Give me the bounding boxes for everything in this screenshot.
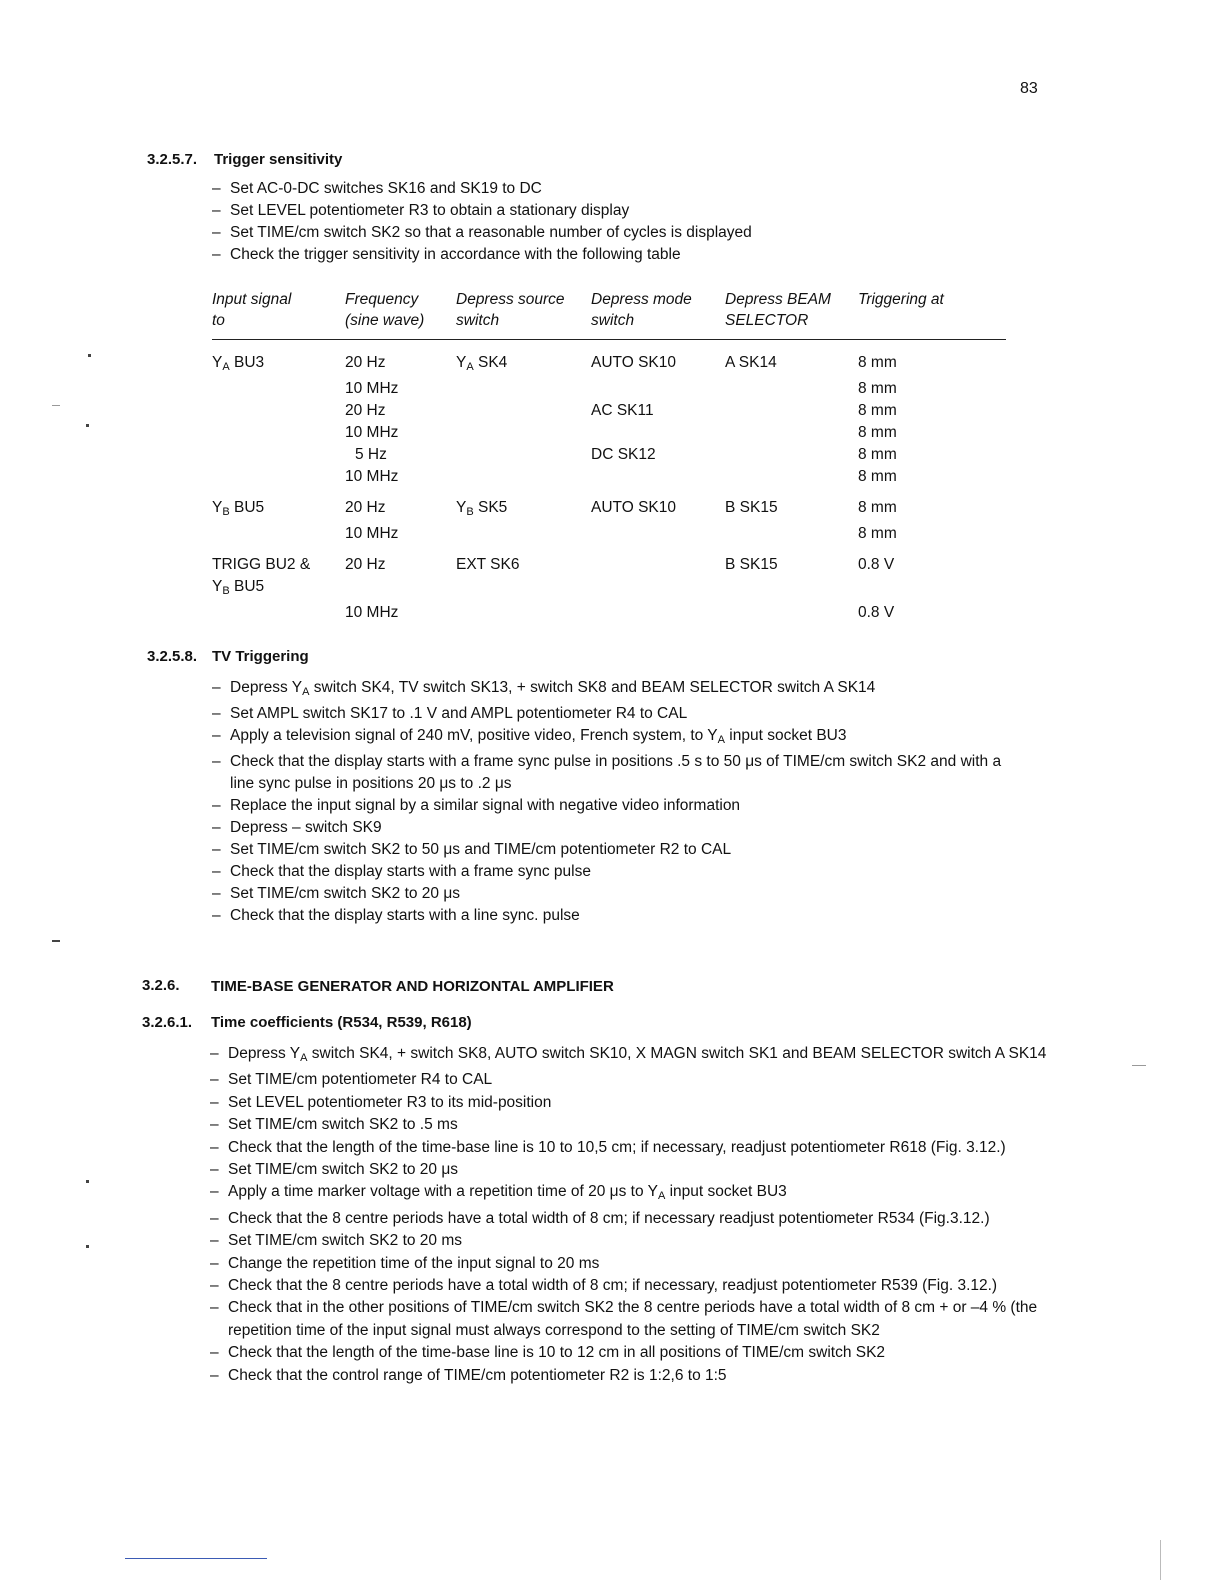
list-item: – Set TIME/cm switch SK2 to 20 μs — [212, 883, 1027, 905]
scan-dash — [52, 940, 60, 942]
footer-rule — [125, 1558, 267, 1559]
trigger-sensitivity-table — [212, 289, 1006, 624]
section-number-3261: 3.2.6.1. — [142, 1014, 193, 1031]
list-item: – Check that the 8 centre periods have a total width of 8 cm; if necessary readjust potentiometer R534 (Fig.3.12.) — [210, 1208, 1070, 1230]
table-row: 10 MHz 8 mm — [345, 468, 897, 485]
col-header-trigger: Triggering at — [858, 289, 1006, 340]
list-item: – Set LEVEL potentiometer R3 to obtain a stationary display — [212, 200, 1012, 222]
list-item: – Set TIME/cm switch SK2 to 50 μs and TIME/cm potentiometer R2 to CAL — [212, 839, 1027, 861]
list-item: – Check that the control range of TIME/cm potentiometer R2 is 1:2,6 to 1:5 — [210, 1365, 1070, 1387]
scan-dot — [86, 1245, 89, 1248]
table-row: 5 Hz DC SK12 8 mm — [355, 446, 897, 463]
page-edge-line — [1160, 1540, 1161, 1580]
list-item: – Apply a time marker voltage with a repetition time of 20 μs to $Y_A$ input socket BU3 — [210, 1181, 1070, 1207]
list-item: – Set TIME/cm switch SK2 so that a reasonable number of cycles is displayed — [212, 222, 1012, 244]
table-row: 10 MHz 0.8 V — [345, 604, 895, 621]
list-item: – Set AMPL switch SK17 to .1 V and AMPL potentiometer R4 to CAL — [212, 703, 1027, 725]
table-row: $Y_A$ BU3 20 Hz $Y_A$ SK4 AUTO SK10 A SK14 8 mm — [212, 354, 897, 373]
table-header-row — [212, 289, 1006, 340]
list-item: – Set TIME/cm switch SK2 to 20 ms — [210, 1230, 1070, 1252]
table-row: $Y_B$ BU5 20 Hz $Y_B$ SK5 AUTO SK10 B SK15 8 mm — [212, 499, 897, 518]
list-item: – Set TIME/cm switch SK2 to .5 ms — [210, 1114, 1070, 1136]
list-item: – Depress $Y_A$ switch SK4, + switch SK8, AUTO switch SK10, X MAGN switch SK1 and BEAM SELECTOR switch A SK14 — [210, 1043, 1070, 1069]
list-item: – Replace the input signal by a similar signal with negative video information — [212, 795, 1027, 817]
list-item: – Check the trigger sensitivity in accordance with the following table — [212, 244, 1012, 266]
col-header-input: Input signal to — [212, 289, 345, 340]
list-item: – Depress – switch SK9 — [212, 817, 1027, 839]
section-title-tv-triggering: TV Triggering — [212, 648, 309, 665]
table-row: 20 Hz AC SK11 8 mm — [345, 402, 897, 419]
section-title-trigger-sensitivity: Trigger sensitivity — [214, 151, 343, 168]
list-item: – Apply a television signal of 240 mV, positive video, French system, to $Y_A$ input socket BU3 — [212, 725, 1027, 751]
list-item: – Check that the display starts with a frame sync pulse in positions .5 s to 50 μs of TIME/cm switch SK2 and with a line sync pulse in positions 20 μs to .2 μs — [212, 751, 1027, 795]
list-item: – Set LEVEL potentiometer R3 to its mid-position — [210, 1092, 1070, 1114]
time-coefficient-steps — [210, 1043, 1070, 1387]
list-item: – Depress $Y_A$ switch SK4, TV switch SK13, + switch SK8 and BEAM SELECTOR switch A SK14 — [212, 677, 1027, 703]
section-title-time-base: TIME-BASE GENERATOR AND HORIZONTAL AMPLIFIER — [211, 978, 614, 995]
scan-dash — [1132, 1065, 1146, 1066]
table-row: TRIGG BU2 & $Y_B$ BU5 20 Hz EXT SK6 B SK15 0.8 V — [212, 556, 895, 597]
list-item: – Set TIME/cm potentiometer R4 to CAL — [210, 1069, 1070, 1091]
scan-dot — [88, 354, 91, 357]
section-number-3258: 3.2.5.8. — [147, 648, 198, 665]
col-header-source: Depress source switch — [456, 289, 591, 340]
scan-dot — [86, 424, 89, 427]
list-item: – Set TIME/cm switch SK2 to 20 μs — [210, 1159, 1070, 1181]
col-header-mode: Depress mode switch — [591, 289, 725, 340]
list-item: – Set AC-0-DC switches SK16 and SK19 to DC — [212, 178, 1012, 200]
list-item: – Check that the length of the time-base line is 10 to 12 cm in all positions of TIME/cm switch SK2 — [210, 1342, 1070, 1364]
table-row: 10 MHz 8 mm — [345, 525, 897, 542]
section-number-3257: 3.2.5.7. — [147, 151, 198, 168]
list-item: – Check that the display starts with a line sync. pulse — [212, 905, 1027, 927]
page-number: 83 — [1020, 80, 1038, 97]
col-header-beam: Depress BEAM SELECTOR — [725, 289, 858, 340]
scan-dash — [52, 405, 60, 406]
section-number-326: 3.2.6. — [142, 977, 180, 994]
section-title-time-coefficients: Time coefficients (R534, R539, R618) — [211, 1014, 472, 1031]
list-item: – Check that the length of the time-base line is 10 to 10,5 cm; if necessary, readjust potentiometer R618 (Fig. 3.12.) — [210, 1137, 1070, 1159]
table-row: 10 MHz 8 mm — [345, 380, 897, 397]
list-item: – Check that the display starts with a frame sync pulse — [212, 861, 1027, 883]
list-item: – Check that the 8 centre periods have a total width of 8 cm; if necessary, readjust potentiometer R539 (Fig. 3.12.) — [210, 1275, 1070, 1297]
table-row: 10 MHz 8 mm — [345, 424, 897, 441]
scan-dot — [86, 1180, 89, 1183]
tv-triggering-steps — [212, 677, 1027, 927]
trigger-sensitivity-steps — [212, 178, 1012, 266]
col-header-frequency: Frequency (sine wave) — [345, 289, 456, 340]
list-item: – Check that in the other positions of TIME/cm switch SK2 the 8 centre periods have a total width of 8 cm + or –4 % (the repetition time of the input signal must always correspond to the setting of TIME/cm switch SK2 — [210, 1297, 1070, 1342]
list-item: – Change the repetition time of the input signal to 20 ms — [210, 1253, 1070, 1275]
